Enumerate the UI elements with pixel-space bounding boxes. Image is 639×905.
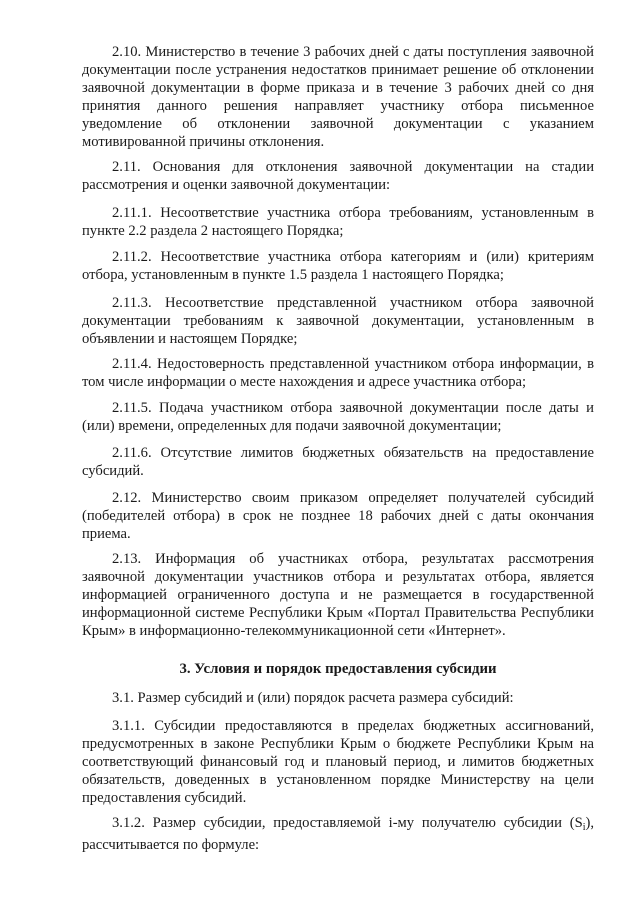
paragraph-3-1-2 [82,815,594,855]
paragraph-2-11-6: 2.11.6. Отсутствие лимитов бюджетных обязательств на предоставление субсидий. [82,445,594,479]
paragraph-2-12: 2.12. Министерство своим приказом определяет получателей субсидий (победителей отбора) в срок не позднее 18 рабочих дней с даты окончания приема. [82,490,594,542]
paragraph-2-11-4: 2.11.4. Недостоверность представленной участником отбора информации, в том числе информации о месте нахождения и адресе участника отбора; [82,356,594,390]
paragraph-2-11-1: 2.11.1. Несоответствие участника отбора требованиям, установленным в пункте 2.2 раздела 2 настоящего Порядка; [82,205,594,239]
paragraph-2-11-3: 2.11.3. Несоответствие представленной участником отбора заявочной документации требованиям к заявочной документации, установленным в объявлении и настоящем Порядке; [82,295,594,347]
paragraph-3-1-2-tail: ), рассчитывается по формуле: [82,815,594,853]
paragraph-2-11: 2.11. Основания для отклонения заявочной документации на стадии рассмотрения и оценки заявочной документации: [82,159,594,193]
paragraph-3-1: 3.1. Размер субсидий и (или) порядок расчета размера субсидий: [112,690,514,706]
paragraph-2-11-5: 2.11.5. Подача участником отбора заявочной документации после даты и (или) времени, определенных для подачи заявочной документации; [82,400,594,434]
paragraph-3-1-1: 3.1.1. Субсидии предоставляются в пределах бюджетных ассигнований, предусмотренных в законе Республики Крым о бюджете Республики Крым на соответствующий финансовый год и плановый период, и лимитов бюджетных обязательств, доведенных в установленном порядке Министерству на цели предоставления субсидий. [82,718,594,806]
paragraph-2-10: 2.10. Министерство в течение 3 рабочих дней с даты поступления заявочной документации после устранения недостатков принимает решение об отклонении заявочной документации в форме приказа и в течение 3 рабочих дней со дня принятия данного решения направляет участнику отбора письменное уведомление об отклонении заявочной документации с указанием мотивированной причины отклонения. [82,44,594,150]
paragraph-3-1-2-text: 3.1.2. Размер субсидии, предоставляемой i-му получателю субсидии (S [112,815,583,831]
paragraph-2-11-2: 2.11.2. Несоответствие участника отбора категориям и (или) критериям отбора, установленным в пункте 1.5 раздела 1 настоящего Порядка; [82,249,594,283]
section-3-heading: 3. Условия и порядок предоставления субсидии [179,661,497,677]
subscript-i: i [582,822,586,833]
paragraph-2-13: 2.13. Информация об участниках отбора, результатах рассмотрения заявочной документации участников отбора и результатах отбора, является информацией ограниченного доступа и не размещается в государственной информационной системе Республики Крым «Портал Правительства Республики Крым» в информационно-телекоммуникационной сети «Интернет». [82,551,594,639]
